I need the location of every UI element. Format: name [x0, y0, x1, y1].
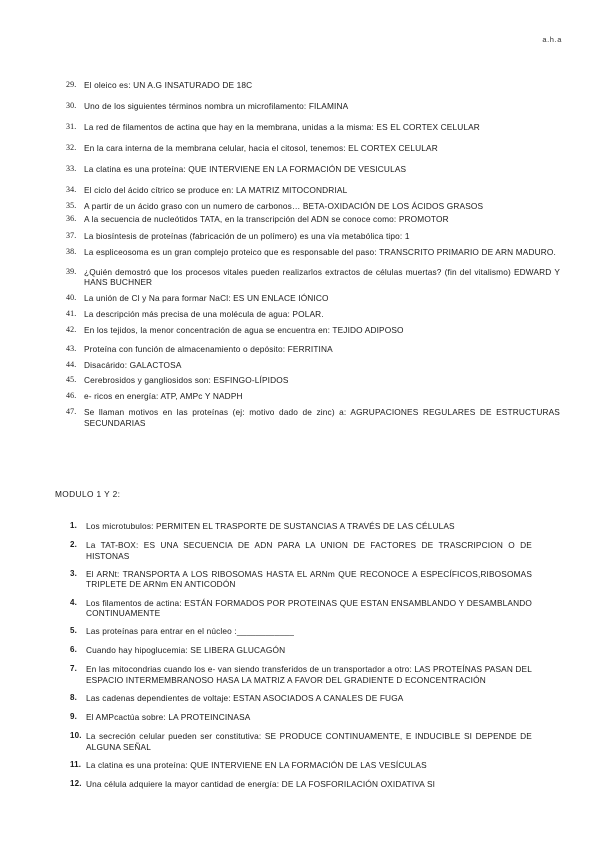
item-text: La red de filamentos de actina que hay en la membrana, unidas a la misma: ES EL CORTEX CELULAR: [84, 121, 480, 132]
item-number: 3.: [70, 568, 77, 578]
item-text: Cuando hay hipoglucemia: SE LIBERA GLUCAGÓN: [86, 645, 286, 656]
item-number: 29.: [66, 80, 77, 89]
list-item: [66, 201, 560, 211]
list-item: [66, 143, 560, 153]
item-number: 34.: [66, 184, 77, 194]
list-item: [70, 598, 532, 619]
list-item: [70, 645, 532, 656]
item-text: e- ricos en energía: ATP, AMPc Y NADPH: [84, 391, 243, 402]
item-number: 45.: [66, 375, 77, 385]
list-item: [70, 569, 532, 590]
item-text: Disacárido: GALACTOSA: [84, 359, 182, 370]
item-number: 43.: [66, 343, 77, 353]
item-number: 4.: [70, 597, 77, 607]
item-text: El AMPcactúa sobre: LA PROTEINCINASA: [86, 712, 251, 723]
item-number: 10.: [70, 731, 82, 741]
item-text: La secreción celular pueden ser constitutiva: SE PRODUCE CONTINUAMENTE, E INDUCIBLE SI DEPENDE DE ALGUNA SEÑAL: [86, 731, 532, 752]
item-number: 37.: [66, 230, 77, 240]
list-item: [66, 231, 560, 241]
list-item: [70, 626, 532, 637]
item-text: Uno de los siguientes términos nombra un microfilamento: FILAMINA: [84, 100, 349, 111]
list-item: [66, 247, 560, 257]
item-text: La clatina es una proteína: QUE INTERVIENE EN LA FORMACIÓN DE LAS VESÍCULAS: [86, 759, 427, 770]
list-item: [66, 267, 560, 288]
item-text: Se llaman motivos en las proteínas (ej: motivo dado de zinc) a: AGRUPACIONES REGULARES DE ESTRUCTURAS SECUNDARIAS: [84, 407, 560, 428]
item-number: 44.: [66, 359, 77, 369]
item-text: Una célula adquiere la mayor cantidad de energía: DE LA FOSFORILACIÓN OXIDATIVA SI: [86, 778, 436, 789]
item-number: 1.: [70, 521, 77, 530]
list-item: [66, 407, 560, 428]
list-item: [70, 712, 532, 723]
list-item: [66, 360, 560, 370]
section-title: MODULO 1 Y 2:: [55, 489, 121, 499]
item-number: 30.: [66, 100, 77, 110]
item-number: 38.: [66, 247, 77, 257]
item-text: La clatina es una proteína: QUE INTERVIENE EN LA FORMACIÓN DE VESICULAS: [84, 163, 407, 174]
header-mark: a.h.a: [542, 35, 562, 44]
item-text: Cerebrosidos y gangliosidos son: ESFINGO-LÍPIDOS: [84, 375, 289, 386]
item-text: ¿Quién demostró que los procesos vitales pueden realizarlos extractos de células muertas? (fin del vitalismo) EDWARD Y HANS BUCHNER: [84, 266, 560, 287]
list-item: [70, 760, 532, 771]
item-text: El ciclo del ácido cítrico se produce en: LA MATRIZ MITOCONDRIAL: [84, 184, 348, 195]
item-number: 6.: [70, 645, 77, 655]
item-text: El oleico es: UN A.G INSATURADO DE 18C: [84, 80, 253, 90]
list-item: [66, 293, 560, 303]
item-number: 5.: [70, 626, 77, 636]
item-number: 46.: [66, 391, 77, 401]
item-text: En las mitocondrias cuando los e- van siendo transferidos de un transportador a otro: LAS PROTEÍNAS PASAN DEL ESPACIO INTERMEMBRANOSO HASA LA MATRIZ A FAVOR DEL GRADIENTE D ECONCENTRACIÓN: [86, 664, 533, 685]
list-item: [66, 185, 560, 195]
item-text: Proteína con función de almacenamiento o depósito: FERRITINA: [84, 343, 333, 354]
question-list-a: [66, 80, 560, 435]
item-number: 31.: [66, 121, 77, 131]
item-number: 40.: [66, 293, 77, 303]
item-number: 9.: [70, 712, 77, 722]
list-item: [66, 80, 560, 90]
item-text: Las proteínas para entrar en el núcleo :____________: [86, 626, 294, 637]
item-text: En la cara interna de la membrana celular, hacia el citosol, tenemos: EL CORTEX CELULAR: [84, 142, 438, 153]
list-item: [66, 122, 560, 132]
item-text: La descripción más precisa de una molécula de agua: POLAR.: [84, 309, 324, 320]
list-item: [66, 214, 560, 224]
list-item: [66, 309, 560, 319]
list-item: [70, 779, 532, 790]
list-item: [66, 344, 560, 354]
question-list-b: [70, 521, 532, 798]
item-number: 2.: [70, 539, 77, 549]
list-item: [70, 521, 532, 532]
item-text: El ARNt: TRANSPORTA A LOS RIBOSOMAS HASTA EL ARNm QUE RECONOCE A ESPECÍFICOS,RIBOSOMAS TRIPLETE DE ARNm EN ANTICODÓN: [86, 568, 532, 590]
item-number: 32.: [66, 142, 77, 152]
item-number: 47.: [66, 407, 77, 417]
item-number: 12.: [70, 778, 82, 788]
item-number: 33.: [66, 163, 77, 173]
list-item: [66, 325, 560, 335]
list-item: [70, 664, 532, 685]
list-item: [66, 164, 560, 174]
list-item: [66, 391, 560, 401]
list-item: [70, 540, 532, 561]
item-text: A partir de un ácido graso con un numero de carbonos… BETA-OXIDACIÓN DE LOS ÁCIDOS GRASOS: [84, 200, 484, 211]
item-number: 7.: [70, 664, 77, 674]
item-text: La TAT-BOX: ES UNA SECUENCIA DE ADN PARA LA UNION DE FACTORES DE TRASCRIPCION O DE HISTONAS: [86, 539, 532, 561]
item-text: La biosíntesis de proteínas (fabricación de un polímero) es una vía metabólica tipo: 1: [84, 230, 410, 241]
item-number: 36.: [66, 214, 77, 224]
item-text: En los tejidos, la menor concentración de agua se encuentra en: TEJIDO ADIPOSO: [84, 325, 404, 336]
list-item: [70, 693, 532, 704]
list-item: [66, 375, 560, 385]
item-number: 8.: [70, 693, 77, 703]
item-number: 35.: [66, 200, 77, 210]
item-number: 42.: [66, 325, 77, 335]
item-text: Los microtubulos: PERMITEN EL TRASPORTE DE SUSTANCIAS A TRAVÉS DE LAS CÉLULAS: [86, 521, 455, 531]
item-text: Las cadenas dependientes de voltaje: ESTAN ASOCIADOS A CANALES DE FUGA: [86, 693, 404, 704]
item-number: 39.: [66, 266, 77, 276]
item-text: La unión de Cl y Na para formar NaCl: ES UN ENLACE IÓNICO: [84, 293, 329, 304]
list-item: [70, 731, 532, 752]
item-text: A la secuencia de nucleótidos TATA, en la transcripción del ADN se conoce como: PROMOTOR: [84, 214, 449, 225]
list-item: [66, 101, 560, 111]
item-number: 41.: [66, 309, 77, 319]
item-text: Los filamentos de actina: ESTÁN FORMADOS POR PROTEINAS QUE ESTAN ENSAMBLANDO Y DESAMBLANDO CONTINUAMENTE: [86, 597, 532, 619]
item-number: 11.: [70, 759, 82, 769]
item-text: La espliceosoma es un gran complejo proteico que es responsable del paso: TRANSCRITO PRIMARIO DE ARN MADURO.: [84, 247, 556, 258]
